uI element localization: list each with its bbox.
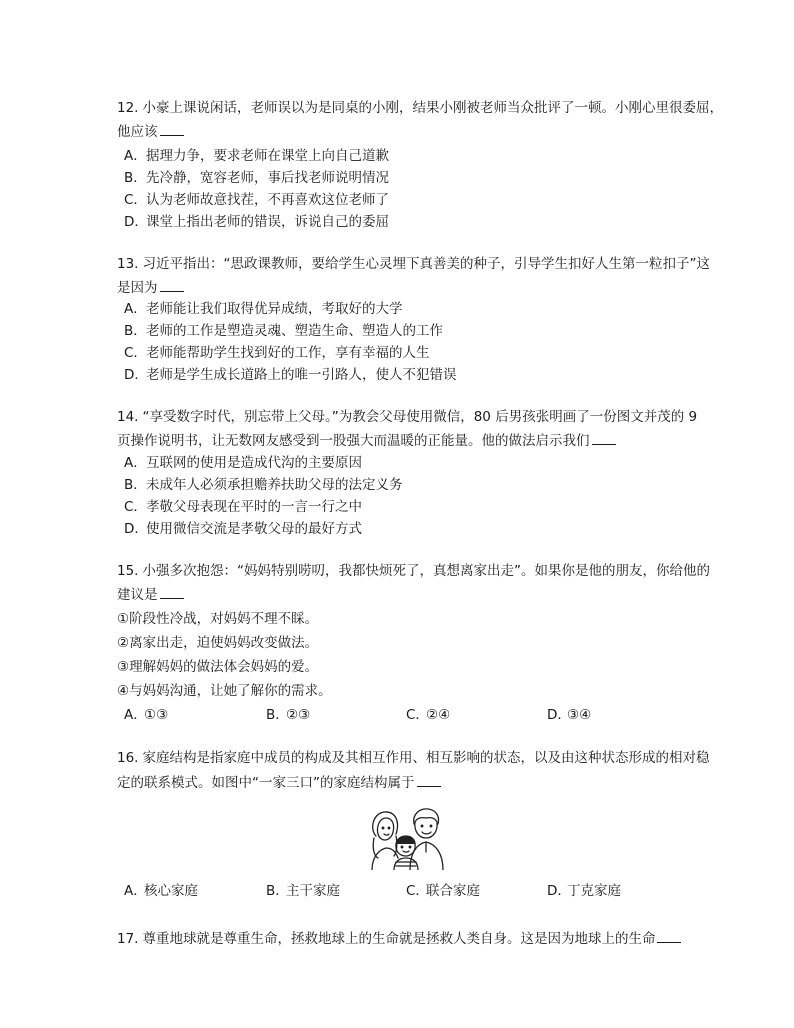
answer-blank[interactable] — [417, 772, 441, 787]
question-text: “享受数字时代，别忘带上父母。”为教会父母使用微信，80 后男孩张明画了一份图文并茂的 9 — [142, 409, 698, 425]
statement-item: ④与妈妈沟通，让她了解你的需求。 — [117, 683, 332, 699]
option-a[interactable] — [124, 452, 362, 474]
option-d[interactable] — [124, 364, 457, 386]
option-text: 使用微信交流是孝敬父母的最好方式 — [146, 521, 362, 537]
option-letter: A． — [124, 455, 147, 471]
option-b[interactable] — [266, 880, 340, 902]
option-c[interactable] — [124, 189, 389, 211]
option-text: 核心家庭 — [144, 883, 198, 899]
question-16-stem — [117, 746, 717, 770]
question-12-stem-line2 — [117, 120, 184, 144]
option-b[interactable] — [124, 320, 443, 342]
answer-blank[interactable] — [160, 584, 184, 599]
option-letter: B． — [124, 477, 147, 493]
question-14-stem-line2 — [117, 429, 616, 453]
question-15-stem-line2 — [117, 583, 184, 607]
option-d[interactable] — [124, 518, 362, 540]
option-a[interactable] — [124, 298, 403, 320]
option-letter: A． — [124, 707, 147, 723]
option-b[interactable] — [266, 704, 310, 726]
option-letter: D． — [124, 214, 148, 230]
answer-blank[interactable] — [657, 928, 681, 943]
question-number: 13. — [117, 256, 139, 272]
question-14-stem — [117, 405, 717, 429]
question-16-stem-line2 — [117, 771, 441, 795]
option-b[interactable] — [124, 474, 403, 496]
question-text-cont: 定的联系模式。如图中“一家三口”的家庭结构属于 — [117, 775, 415, 791]
option-b[interactable] — [124, 167, 389, 189]
option-letter: C． — [124, 192, 147, 208]
question-number: 16. — [117, 750, 139, 766]
option-c[interactable] — [124, 496, 362, 518]
option-letter: B． — [124, 323, 147, 339]
question-13-stem-line2 — [117, 276, 184, 300]
question-12-stem — [117, 96, 723, 120]
option-text: 先冷静，宽容老师，事后找老师说明情况 — [146, 170, 389, 186]
option-letter: B． — [124, 170, 147, 186]
answer-blank[interactable] — [592, 430, 616, 445]
option-c[interactable] — [406, 880, 480, 902]
option-d[interactable] — [547, 704, 591, 726]
option-text: 老师的工作是塑造灵魂、塑造生命、塑造人的工作 — [146, 323, 443, 339]
option-letter: A． — [124, 883, 147, 899]
option-letter: A． — [124, 301, 147, 317]
option-letter: C． — [124, 499, 147, 515]
option-letter: C． — [406, 707, 429, 723]
question-text-cont: 是因为 — [117, 280, 158, 296]
question-text: 家庭结构是指家庭中成员的构成及其相互作用、相互影响的状态，以及由这种状态形成的相对稳 — [142, 750, 710, 766]
option-text: 老师能帮助学生找到好的工作，享有幸福的人生 — [146, 345, 430, 361]
option-letter: D． — [547, 707, 571, 723]
option-letter: B． — [266, 883, 289, 899]
option-a[interactable] — [124, 880, 198, 902]
question-text: 尊重地球就是尊重生命，拯救地球上的生命就是拯救人类自身。这是因为地球上的生命 — [142, 931, 656, 947]
option-letter: D． — [547, 883, 571, 899]
option-text: ①③ — [144, 707, 169, 723]
question-text-cont: 页操作说明书，让无数网友感受到一股强大而温暖的正能量。他的做法启示我们 — [117, 433, 590, 449]
question-text: 习近平指出：“思政课教师，要给学生心灵埋下真善美的种子，引导学生扣好人生第一粒扣子”这 — [142, 256, 710, 272]
question-17-stem — [117, 927, 717, 951]
statement-item: ②离家出走，迫使妈妈改变做法。 — [117, 635, 319, 651]
question-text-cont: 他应该 — [117, 124, 158, 140]
statement-item: ①阶段性冷战，对妈妈不理不睬。 — [117, 611, 319, 627]
option-a[interactable] — [124, 145, 389, 167]
answer-blank[interactable] — [160, 121, 184, 136]
question-text: 小豪上课说闲话，老师误以为是同桌的小刚，结果小刚被老师当众批评了一顿。小刚心里很委屈， — [142, 100, 723, 116]
option-text: 互联网的使用是造成代沟的主要原因 — [146, 455, 362, 471]
option-text: 联合家庭 — [426, 883, 480, 899]
family-illustration — [366, 806, 446, 870]
option-d[interactable] — [547, 880, 621, 902]
question-text: 小强多次抱怨：“妈妈特别唠叨，我都快烦死了，真想离家出走”。如果你是他的朋友，你给他的 — [142, 563, 710, 579]
option-letter: C． — [406, 883, 429, 899]
option-text: ②③ — [286, 707, 311, 723]
question-number: 12. — [117, 100, 139, 116]
question-15-stem — [117, 559, 717, 583]
option-text: ②④ — [426, 707, 451, 723]
child-figure — [394, 836, 418, 870]
question-number: 17. — [117, 931, 139, 947]
question-number: 14. — [117, 409, 139, 425]
question-13-stem — [117, 252, 717, 276]
option-text: 课堂上指出老师的错误，诉说自己的委屈 — [146, 214, 389, 230]
statement-item: ③理解妈妈的做法体会妈妈的爱。 — [117, 659, 319, 675]
question-text-cont: 建议是 — [117, 587, 158, 603]
option-letter: C． — [124, 345, 147, 361]
option-letter: B． — [266, 707, 289, 723]
option-letter: D． — [124, 521, 148, 537]
option-letter: A． — [124, 148, 147, 164]
option-text: 据理力争，要求老师在课堂上向自己道歉 — [146, 148, 389, 164]
option-d[interactable] — [124, 211, 389, 233]
option-text: 孝敬父母表现在平时的一言一行之中 — [146, 499, 362, 515]
option-text: 老师能让我们取得优异成绩，考取好的大学 — [146, 301, 403, 317]
option-letter: D． — [124, 367, 148, 383]
option-c[interactable] — [124, 342, 430, 364]
option-a[interactable] — [124, 704, 168, 726]
question-number: 15. — [117, 563, 139, 579]
mother-figure — [372, 812, 398, 870]
answer-blank[interactable] — [160, 277, 184, 292]
option-text: 认为老师故意找茬，不再喜欢这位老师了 — [146, 192, 389, 208]
option-text: ③④ — [567, 707, 592, 723]
option-c[interactable] — [406, 704, 450, 726]
option-text: 未成年人必须承担赡养扶助父母的法定义务 — [146, 477, 403, 493]
option-text: 丁克家庭 — [567, 883, 621, 899]
option-text: 老师是学生成长道路上的唯一引路人，使人不犯错误 — [146, 367, 457, 383]
option-text: 主干家庭 — [286, 883, 340, 899]
